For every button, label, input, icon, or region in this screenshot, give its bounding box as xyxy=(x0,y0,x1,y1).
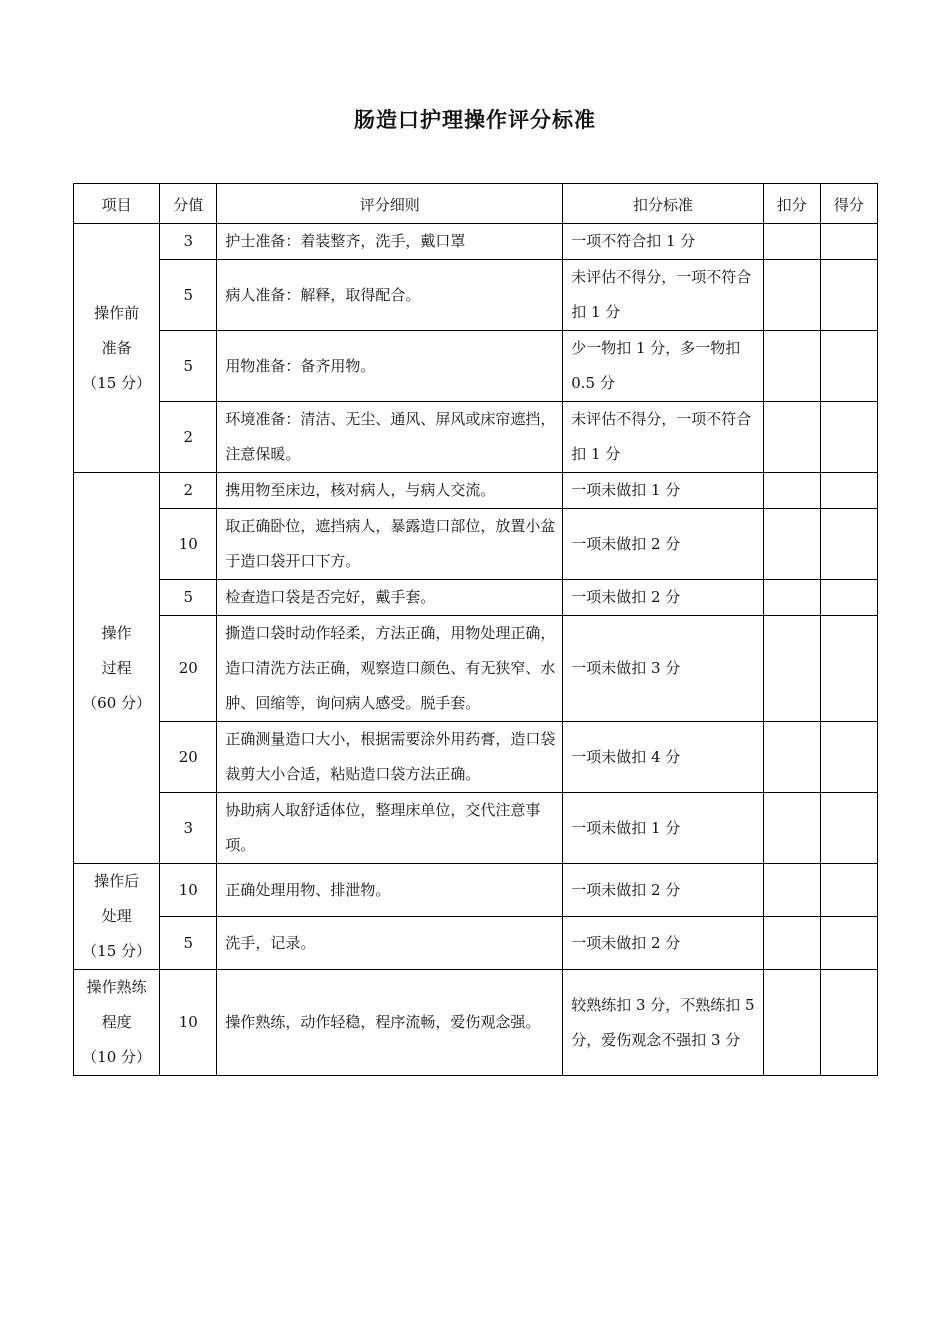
table-row xyxy=(74,224,878,260)
score-cell: 3 xyxy=(160,793,217,864)
detail-cell: 用物准备：备齐用物。 xyxy=(217,331,563,402)
header-item: 项目 xyxy=(74,184,160,224)
detail-cell: 洗手，记录。 xyxy=(217,917,563,970)
detail-cell: 正确处理用物、排泄物。 xyxy=(217,864,563,917)
table-row xyxy=(74,580,878,616)
table-row xyxy=(74,260,878,331)
deduct-cell[interactable] xyxy=(763,864,820,917)
score-cell: 5 xyxy=(160,580,217,616)
table-row xyxy=(74,970,878,1076)
section-name-cell xyxy=(74,473,160,864)
detail-cell: 操作熟练，动作轻稳，程序流畅，爱伤观念强。 xyxy=(217,970,563,1076)
deduct-cell[interactable] xyxy=(763,793,820,864)
standard-cell: 未评估不得分，一项不符合扣 1 分 xyxy=(563,402,763,473)
table-row xyxy=(74,722,878,793)
table-row xyxy=(74,331,878,402)
got-cell[interactable] xyxy=(820,580,877,616)
got-cell[interactable] xyxy=(820,616,877,722)
deduct-cell[interactable] xyxy=(763,473,820,509)
deduct-cell[interactable] xyxy=(763,616,820,722)
score-cell: 2 xyxy=(160,402,217,473)
detail-cell: 病人准备：解释，取得配合。 xyxy=(217,260,563,331)
standard-cell: 一项未做扣 2 分 xyxy=(563,580,763,616)
deduct-cell[interactable] xyxy=(763,917,820,970)
document-title: 肠造口护理操作评分标准 xyxy=(354,108,596,132)
standard-cell: 一项未做扣 2 分 xyxy=(563,509,763,580)
deduct-cell[interactable] xyxy=(763,509,820,580)
got-cell[interactable] xyxy=(820,793,877,864)
deduct-cell[interactable] xyxy=(763,331,820,402)
detail-cell: 正确测量造口大小，根据需要涂外用药膏，造口袋裁剪大小合适，粘贴造口袋方法正确。 xyxy=(217,722,563,793)
score-cell: 5 xyxy=(160,917,217,970)
score-cell: 5 xyxy=(160,331,217,402)
got-cell[interactable] xyxy=(820,260,877,331)
score-cell: 3 xyxy=(160,224,217,260)
section-name-line: （10 分） xyxy=(82,1048,152,1066)
score-cell: 10 xyxy=(160,864,217,917)
deduct-cell[interactable] xyxy=(763,580,820,616)
got-cell[interactable] xyxy=(820,224,877,260)
table-row xyxy=(74,793,878,864)
section-name-line: （15 分） xyxy=(82,942,152,960)
standard-cell: 一项不符合扣 1 分 xyxy=(563,224,763,260)
score-cell: 2 xyxy=(160,473,217,509)
table-row xyxy=(74,864,878,917)
standard-cell: 一项未做扣 3 分 xyxy=(563,616,763,722)
standard-cell: 一项未做扣 4 分 xyxy=(563,722,763,793)
detail-cell: 取正确卧位，遮挡病人，暴露造口部位，放置小盆于造口袋开口下方。 xyxy=(217,509,563,580)
got-cell[interactable] xyxy=(820,331,877,402)
table-row xyxy=(74,917,878,970)
section-name-line: （60 分） xyxy=(82,693,152,712)
score-cell: 20 xyxy=(160,616,217,722)
standard-cell: 一项未做扣 2 分 xyxy=(563,864,763,917)
got-cell[interactable] xyxy=(820,473,877,509)
score-cell: 10 xyxy=(160,970,217,1076)
score-cell: 10 xyxy=(160,509,217,580)
score-cell: 5 xyxy=(160,260,217,331)
section-name-line: 程度 xyxy=(101,1013,132,1031)
header-detail: 评分细则 xyxy=(217,184,563,224)
table-header-row xyxy=(74,184,878,224)
standard-cell: 一项未做扣 2 分 xyxy=(563,917,763,970)
section-name-line: 操作前 xyxy=(94,303,140,322)
got-cell[interactable] xyxy=(820,864,877,917)
table-row xyxy=(74,509,878,580)
detail-cell: 撕造口袋时动作轻柔，方法正确，用物处理正确，造口清洗方法正确，观察造口颜色、有无狭窄、水肿、回缩等，询问病人感受。脱手套。 xyxy=(217,616,563,722)
standard-cell: 少一物扣 1 分，多一物扣 0.5 分 xyxy=(563,331,763,402)
deduct-cell[interactable] xyxy=(763,402,820,473)
section-name-line: 操作后 xyxy=(94,872,140,890)
detail-cell: 协助病人取舒适体位，整理床单位，交代注意事项。 xyxy=(217,793,563,864)
table-row xyxy=(74,402,878,473)
header-got: 得分 xyxy=(820,184,877,224)
standard-cell: 未评估不得分，一项不符合扣 1 分 xyxy=(563,260,763,331)
standard-cell: 一项未做扣 1 分 xyxy=(563,473,763,509)
table-row xyxy=(74,473,878,509)
header-deduct: 扣分 xyxy=(763,184,820,224)
section-name-line: 操作 xyxy=(101,623,132,642)
deduct-cell[interactable] xyxy=(763,224,820,260)
score-cell: 20 xyxy=(160,722,217,793)
section-name-line: 处理 xyxy=(101,907,132,925)
got-cell[interactable] xyxy=(820,402,877,473)
got-cell[interactable] xyxy=(820,970,877,1076)
standard-cell: 较熟练扣 3 分，不熟练扣 5 分，爱伤观念不强扣 3 分 xyxy=(563,970,763,1076)
got-cell[interactable] xyxy=(820,917,877,970)
standard-cell: 一项未做扣 1 分 xyxy=(563,793,763,864)
detail-cell: 护士准备：着装整齐，洗手，戴口罩 xyxy=(217,224,563,260)
detail-cell: 检查造口袋是否完好，戴手套。 xyxy=(217,580,563,616)
detail-cell: 携用物至床边，核对病人，与病人交流。 xyxy=(217,473,563,509)
section-name-cell xyxy=(74,224,160,473)
section-name-line: （15 分） xyxy=(82,373,152,392)
detail-cell: 环境准备：清洁、无尘、通风、屏风或床帘遮挡，注意保暖。 xyxy=(217,402,563,473)
deduct-cell[interactable] xyxy=(763,722,820,793)
header-score: 分值 xyxy=(160,184,217,224)
table-body xyxy=(74,224,878,1076)
section-name-cell xyxy=(74,864,160,970)
header-standard: 扣分标准 xyxy=(563,184,763,224)
scoring-table xyxy=(73,183,878,1076)
table-row xyxy=(74,616,878,722)
got-cell[interactable] xyxy=(820,509,877,580)
section-name-line: 准备 xyxy=(101,338,132,357)
got-cell[interactable] xyxy=(820,722,877,793)
deduct-cell[interactable] xyxy=(763,970,820,1076)
deduct-cell[interactable] xyxy=(763,260,820,331)
section-name-line: 操作熟练 xyxy=(86,978,147,996)
section-name-cell xyxy=(74,970,160,1076)
section-name-line: 过程 xyxy=(101,658,132,677)
